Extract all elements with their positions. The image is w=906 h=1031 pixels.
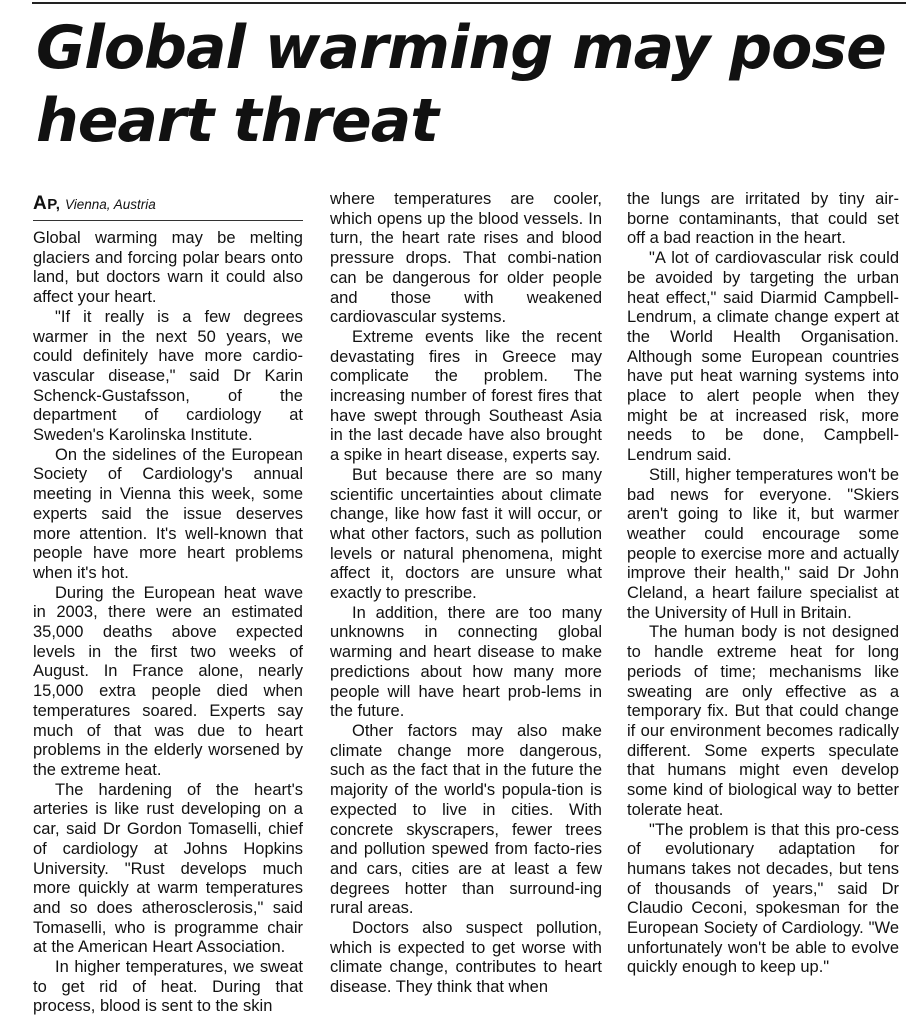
paragraph: On the sidelines of the European Society of Cardiology's annual meeting in Vienna this week, some experts said the issue deserves more attention. It's well-known that people have more heart problems when it's hot.	[33, 445, 303, 582]
paragraph: In addition, there are too many unknowns in connecting global warming and heart disease to make predictions about how many more people will have heart prob-lems in the future.	[330, 603, 602, 721]
paragraph: Doctors also suspect pollution, which is expected to get worse with climate change, contributes to heart disease. They think that when	[330, 919, 602, 997]
paragraph: Extreme events like the recent devastating fires in Greece may complicate the problem. The increasing number of forest fires that have swept through Southeast Asia in the last decade have also brought a spike in heart disease, experts say.	[330, 327, 602, 465]
paragraph: The hardening of the heart's arteries is like rust developing on a car, said Dr Gordon Tomaselli, chief of cardiology at Johns Hopkins University. "Rust develops much more quickly at warm temperatures and so does atherosclerosis," said Tomaselli, who is programme chair at the American Heart Association.	[33, 780, 303, 957]
paragraph: the lungs are irritated by tiny air-borne contaminants, that could set off a bad reaction in the heart.	[627, 190, 899, 248]
paragraph: During the European heat wave in 2003, there were an estimated 35,000 deaths above expected levels in the first two weeks of August. In France alone, nearly 15,000 extra people died when temperatures soared. Experts say much of that was due to heart problems in the elderly worsened by the extreme heat.	[33, 583, 303, 779]
byline-agency: AP,	[33, 193, 61, 214]
paragraph: But because there are so many scientific uncertainties about climate change, like how fast it will occur, or what other factors, such as pollution levels or natural phenomena, might affect it, doctors are unsure what exactly to prescribe.	[330, 465, 602, 603]
paragraph: The human body is not designed to handle extreme heat for long periods of time; mechanisms like sweating are only effective as a temporary fix. But that could change if our environment becomes radically different. Some experts speculate that humans might even develop some kind of biological way to better tolerate heat.	[627, 623, 899, 819]
paragraph: "A lot of cardiovascular risk could be avoided by targeting the urban heat effect," said Diarmid Campbell-Lendrum, a climate change expert at the World Health Organisation. Although some European countries have put heat warning systems into place to alert people when they might be at increased risk, more needs to be done, Campbell-Lendrum said.	[627, 249, 899, 465]
paragraph: Other factors may also make climate change more dangerous, such as the fact that in the future the majority of the world's popula-tion is expected to live in cities. With concrete skyscrapers, fewer trees and pollution spewed from facto-ries and cars, cities are at least a few degrees hotter than surround-ing rural areas.	[330, 721, 602, 918]
paragraph: "The problem is that this pro-cess of evolutionary adaptation for humans takes not decades, but tens of thousands of years," said Dr Claudio Ceconi, spokesman for the European Society of Cardiology. "We unfortunately won't be able to evolve quickly enough to keep up."	[627, 820, 899, 977]
paragraph: In higher temperatures, we sweat to get rid of heat. During that process, blood is sent to the skin	[33, 958, 303, 1016]
paragraph: Still, higher temperatures won't be bad news for everyone. "Skiers aren't going to like it, but warmer weather could encourage some people to exercise more and actually improve their health," said Dr John Cleland, a heart failure specialist at the University of Hull in Britain.	[627, 465, 899, 622]
column-2	[330, 190, 602, 998]
paragraph: where temperatures are cooler, which opens up the blood vessels. In turn, the heart rate rises and blood pressure drops. That combi-nation can be dangerous for older people and those with weakened cardiovascular systems.	[330, 190, 602, 327]
top-rule	[32, 2, 906, 4]
paragraph: Global warming may be melting glaciers and forcing polar bears onto land, but doctors warn it could also affect your heart.	[33, 229, 303, 307]
column-3	[627, 190, 899, 978]
paragraph: "If it really is a few degrees warmer in the next 50 years, we could definitely have more cardio-vascular disease," said Dr Karin Schenck-Gustafsson, of the department of cardiology at Sweden's Karolinska Institute.	[33, 307, 303, 445]
byline-location: Vienna, Austria	[64, 197, 156, 212]
column-1	[33, 190, 303, 1017]
byline	[33, 194, 303, 221]
headline: Global warming may pose heart threat	[36, 13, 886, 156]
